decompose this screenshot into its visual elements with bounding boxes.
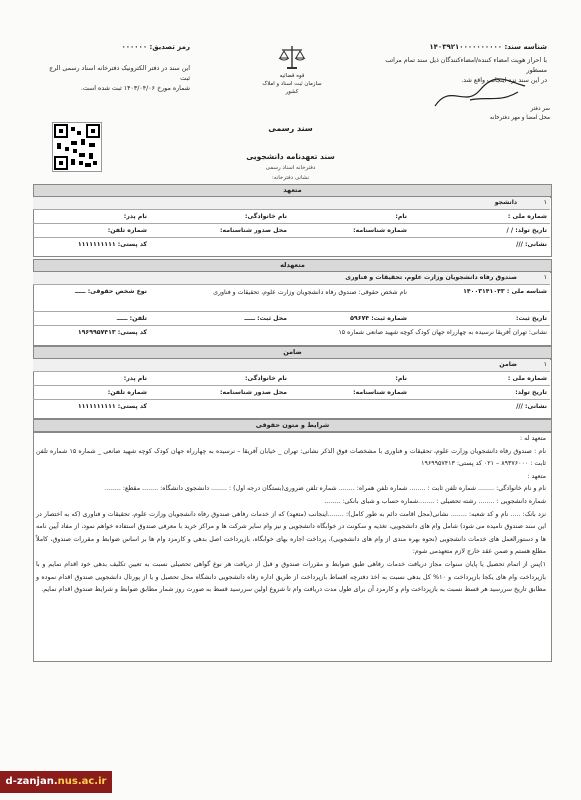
committed-address: نشانی: /// bbox=[516, 241, 547, 248]
terms-student-details: شماره دانشجویی : ........ رشته تحصیلی : ........شماره حساب و شبای بانکی: ........ bbox=[324, 497, 546, 505]
committed-postal: کد پستی: ۱۱۱۱۱۱۱۱۱۱ bbox=[77, 241, 147, 248]
obligee-phone: تلفن: ـــــ bbox=[116, 315, 147, 322]
stamp-title: سر دفتر bbox=[530, 106, 550, 112]
committed-national-id: شماره ملی : bbox=[507, 213, 547, 220]
committed-phone: شماره تلفن: bbox=[107, 227, 147, 234]
obligee-national-id: شناسه ملی : ۱۴۰۰۳۱۴۱۰۴۳ bbox=[463, 288, 547, 295]
stamp-note bbox=[430, 105, 550, 123]
terms-obligee-details: نام : صندوق رفاه دانشجویان وزارت علوم، تحقیقات و فناوری با مشخصات فوق الذکر نشانی: تهران _ خیابان آفریقا – نرسیده به چهارراه جهان کودک کوچه شهید صانعی _ شماره ۱۵ شماره تلفن ثابت : ۸۹۳۷۶۰۰۰ – ۰۲۱ کد پستی: ۱۹۶۹۹۵۷۴۱۳ bbox=[36, 447, 546, 468]
site-watermark bbox=[0, 771, 112, 793]
committed-name: نام: bbox=[395, 213, 407, 220]
section-terms: شرایط و متون حقوقی bbox=[33, 419, 552, 432]
guarantor-row-2 bbox=[33, 386, 550, 400]
obligee-reg-number: شماره ثبت: ۵۹۶۷۴ bbox=[350, 315, 407, 322]
header-left-block bbox=[40, 42, 190, 94]
scales-emblem-icon bbox=[277, 42, 307, 72]
committed-row-2 bbox=[33, 224, 550, 238]
section-committed: متعهد bbox=[33, 184, 552, 197]
guarantor-id-number: شماره شناسنامه: bbox=[353, 389, 407, 396]
registry-note-1: این سند در دفتر الکترونیک دفترخانه اسناد رسمی الرج ثبت bbox=[49, 65, 190, 82]
committed-row-1 bbox=[33, 210, 550, 224]
obligee-postal: کد پستی: ۱۹۶۹۹۵۷۴۱۳ bbox=[77, 329, 147, 336]
guarantor-birth: تاریخ تولد: bbox=[515, 389, 547, 396]
obligee-address: نشانی: تهران آفریقا نرسیده به چهارراه جهان کودک کوچه شهید صانعی شماره ۱۵ bbox=[338, 329, 547, 336]
committed-birth: تاریخ تولد: / / bbox=[506, 227, 547, 234]
terms-committed-heading: متعهد : bbox=[527, 472, 546, 480]
obligee-index: ۱ bbox=[543, 274, 547, 281]
obligee-legal-type: نوع شخص حقوقی: ـــــ bbox=[74, 288, 147, 295]
guarantor-header-row bbox=[33, 359, 550, 372]
watermark-domain: nus.ac.ir bbox=[57, 776, 107, 787]
committed-id-number: شماره شناسنامه: bbox=[353, 227, 407, 234]
obligee-header-row bbox=[33, 272, 550, 285]
obligee-reg-place: محل ثبت: ـــــ bbox=[244, 315, 287, 322]
obligee-title: صندوق رفاه دانشجویان وزارت علوم، تحقیقات و فناوری bbox=[345, 274, 517, 281]
guarantor-address: نشانی: /// bbox=[516, 403, 547, 410]
terms-commitment-text: نزد بانک: ..... نام و کد شعبه: ........ نشانی(محل اقامت دائم به طور کامل): ........اینجانب (متعهد) که از خدمات رفاهی صندوق رفاه دانشجویان وزارت علوم، تحقیقات و فناوری (که به اختصار در این سند صندوق نامیده می شود) شامل وام های دانشجویی، تغذیه و سکونت در خوابگاه دانشجویی و نیز وام سایر شرکت ها و مراکز خرید با معرفی صندوق استفاده خواهم نمود، از مفاد آیین نامه ها و دستورالعمل های خدمات دانشجویی (نحوه بهره مندی از وام های دانشجویی)، پرداخت اجاره بهای خوابگاه، بازپرداخت اصل بدهی و کارمزد وام ها بر اساس ضوابط و مقررات صندوق، کاملاً مطلع هستم و ضمن عقد خارج لازم متعهدمی شوم: bbox=[36, 510, 546, 556]
obligee-row-2 bbox=[33, 312, 550, 326]
obligee-legal-name: نام شخص حقوقی: صندوق رفاه دانشجویان وزارت علوم، تحقیقات و فناوری bbox=[213, 289, 407, 296]
committed-index: ۱ bbox=[543, 199, 547, 206]
judiciary-emblem bbox=[262, 42, 322, 96]
guarantor-family: نام خانوادگی: bbox=[245, 375, 287, 382]
auth-note-2: در این سند نزد اینجانب واقع شد. bbox=[461, 77, 547, 84]
guarantor-role: ضامن bbox=[499, 361, 517, 368]
stamp-caption: محل امضا و مهر دفترخانه bbox=[489, 115, 550, 121]
obligee-reg-date: تاریخ ثبت: bbox=[515, 315, 547, 322]
terms-clause-1: ۱)پس از اتمام تحصیل یا پایان سنوات مجاز دریافت خدمات رفاهی طبق ضوابط و مقررات صندوق و قبل از دریافت هر نوع گواهی تحصیلی نسبت به تعیین تکلیف بدهی خود اقدام نمایم و با بازپرداخت وام های یکجا بازپرداخت و ۱۰% کل بدهی نسبت به اخذ دفترچه اقساط بازپرداخت از طریق اداره رفاه دانشجویی دانشگاه محل تحصیل و یا از پورتال دانشجویی صندوق اقدام نموده و مطابق تاریخ سررسید هر قسط نسبت به بازپرداخت وام و کارمزد آن برای طول مدت دریافت وام تا شروع اولین سررسید قسط به صورت روز شمار مطابق ضوابط و شرایط صندوق اقدام نمایم. bbox=[36, 560, 546, 594]
section-guarantor: ضامن bbox=[33, 346, 552, 359]
auth-note-1: با احراز هویت امضاء کننده/امضاءکنندگان ذیل سند تمام مراتب مسطور bbox=[385, 57, 547, 74]
committed-header-row bbox=[33, 197, 550, 210]
emblem-line-2: سازمان ثبت اسناد و املاک کشور bbox=[262, 81, 322, 95]
document-title: سند تعهدنامه دانشجویی bbox=[246, 152, 335, 161]
verify-code: رمز تصدیق: ۰۰۰۰۰۰ bbox=[121, 43, 190, 51]
terms-committed-details: نام و نام خانوادگی: ........ شماره تلفن ثابت : ........ شماره تلفن همراه: ........ شماره تلفن ضروری(بستگان درجه اول) : ........ دانشجوی دانشگاه: ........ مقطع: ........ bbox=[104, 485, 546, 493]
committed-role: دانشجو bbox=[494, 199, 517, 206]
guarantor-father: نام پدر: bbox=[123, 375, 147, 382]
guarantor-phone: شماره تلفن: bbox=[107, 389, 147, 396]
guarantor-postal: کد پستی: ۱۱۱۱۱۱۱۱۱۱ bbox=[77, 403, 147, 410]
emblem-line-1: قوه قضائیه bbox=[279, 73, 305, 79]
committed-father: نام پدر: bbox=[123, 213, 147, 220]
notary-office: دفترخانه اسناد رسمی bbox=[265, 165, 316, 171]
document-number: شناسه سند: ۱۴۰۳۹۲۱۰۰۰۰۰۰۰۰۰۰ bbox=[429, 43, 547, 51]
terms-obligee-heading: متعهد له : bbox=[520, 435, 546, 442]
guarantor-row-1 bbox=[33, 372, 550, 386]
obligee-row-3 bbox=[33, 326, 550, 340]
notary-office-address: نشانی دفترخانه: bbox=[271, 175, 310, 181]
committed-issue-place: محل صدور شناسنامه: bbox=[219, 227, 287, 234]
obligee-row-1 bbox=[33, 285, 550, 312]
section-obligee: متعهدله bbox=[33, 259, 552, 272]
terms-text bbox=[36, 433, 546, 597]
document-official-title: سند رسمی bbox=[268, 124, 313, 133]
watermark-prefix: d-zanjan. bbox=[5, 776, 58, 787]
registry-note-2: شماره مورخ ۱۴۰۳/۰۴/۰۶ ثبت شده است. bbox=[80, 85, 190, 92]
guarantor-national-id: شماره ملی : bbox=[507, 375, 547, 382]
guarantor-issue-place: محل صدور شناسنامه: bbox=[219, 389, 287, 396]
committed-family: نام خانوادگی: bbox=[245, 213, 287, 220]
guarantor-index: ۱ bbox=[543, 361, 547, 368]
committed-row-3 bbox=[33, 238, 550, 252]
guarantor-row-3 bbox=[33, 400, 550, 414]
guarantor-name: نام: bbox=[395, 375, 407, 382]
